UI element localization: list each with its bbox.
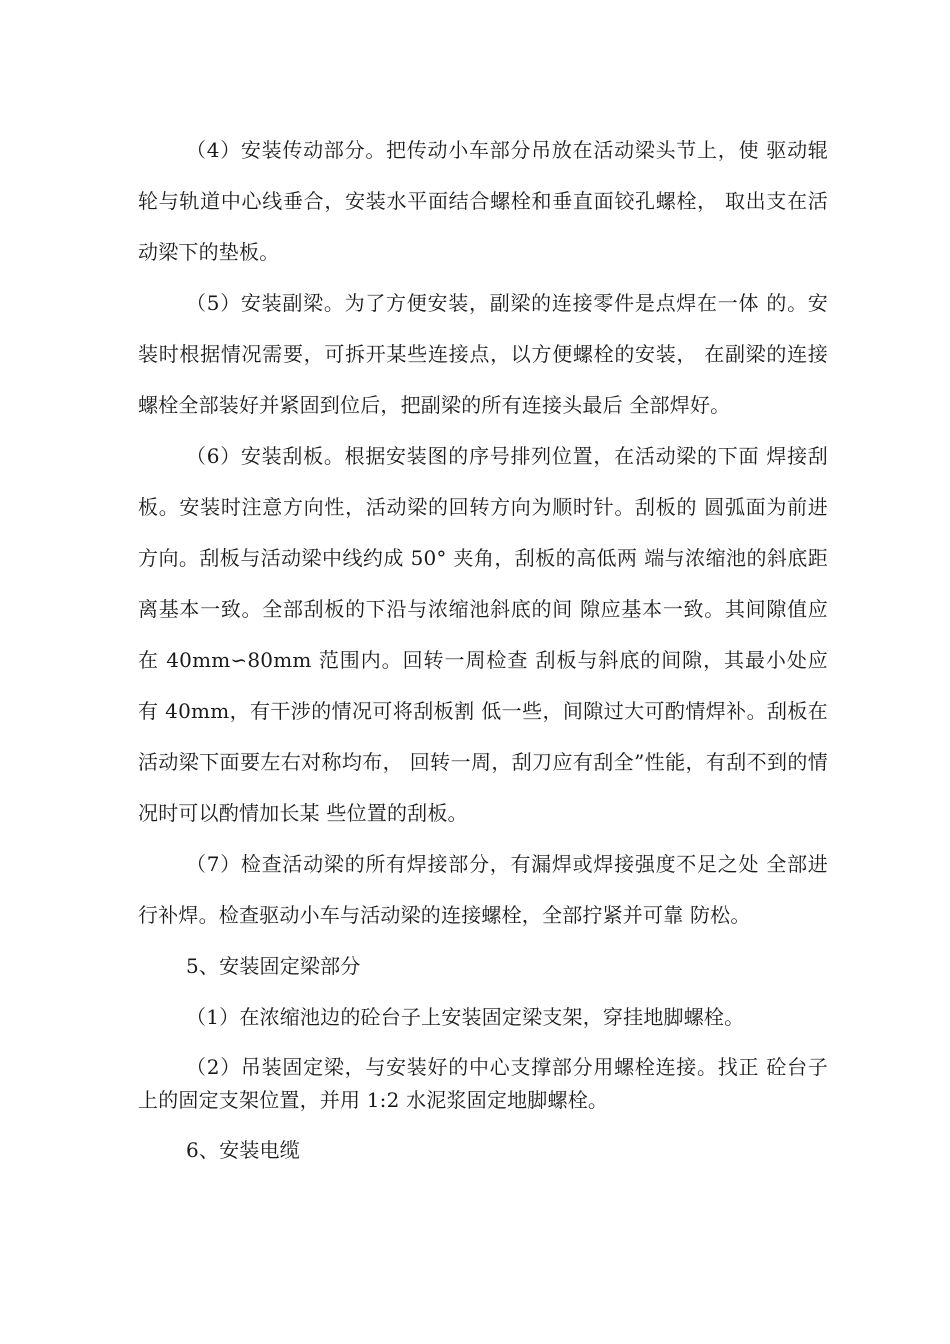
section-heading-install-cable: 6、安装电缆 bbox=[186, 1138, 300, 1162]
document-page bbox=[138, 125, 828, 1176]
paragraph-hoist-fixed-beam: （2）吊装固定梁，与安装好的中心支撑部分用螺栓连接。找正 砼台子上的固定支架位置，并用 1:2 水泥浆固定地脚螺栓。 bbox=[138, 1055, 828, 1112]
section-heading-fixed-beam: 5、安装固定梁部分 bbox=[186, 954, 361, 978]
paragraph-install-fixed-support: （1）在浓缩池边的砼台子上安装固定梁支架，穿挂地脚螺栓。 bbox=[186, 1005, 745, 1029]
paragraph-install-scraper: （6）安装刮板。根据安装图的序号排列位置，在活动梁的下面 焊接刮板。安装时注意方向性，活动梁的回转方向为顺时针。刮板的 圆弧面为前进方向。刮板与活动梁中线约成 50° 夹角，刮板的高低两 端与浓缩池的斜底距离基本一致。全部刮板的下沿与浓缩池斜底的间 隙应基本一致。其间隙值应在 40mm∽80mm 范围内。回转一周检查 刮板与斜底的间隙，其最小处应有 40mm，有干涉的情况可将刮板割 低一些，间隙过大可酌情焊补。刮板在活动梁下面要左右对称均布， 回转一周，刮刀应有刮全”性能，有刮不到的情况时可以酌情加长某 些位置的刮板。 bbox=[138, 444, 828, 825]
paragraph-install-transmission: （4）安装传动部分。把传动小车部分吊放在活动梁头节上，使 驱动辊轮与轨道中心线垂合，安装水平面结合螺栓和垂直面铰孔螺栓， 取出支在活动梁下的垫板。 bbox=[138, 138, 828, 264]
paragraph-install-sub-beam: （5）安装副梁。为了方便安装，副梁的连接零件是点焊在一体 的。安装时根据情况需要，可拆开某些连接点，以方便螺栓的安装， 在副梁的连接螺栓全部装好并紧固到位后，把副梁的所有连接头最后 全部焊好。 bbox=[138, 291, 828, 417]
paragraph-inspect-welds: （7）检查活动梁的所有焊接部分，有漏焊或焊接强度不足之处 全部进行补焊。检查驱动小车与活动梁的连接螺栓，全部拧紧并可靠 防松。 bbox=[138, 852, 828, 927]
